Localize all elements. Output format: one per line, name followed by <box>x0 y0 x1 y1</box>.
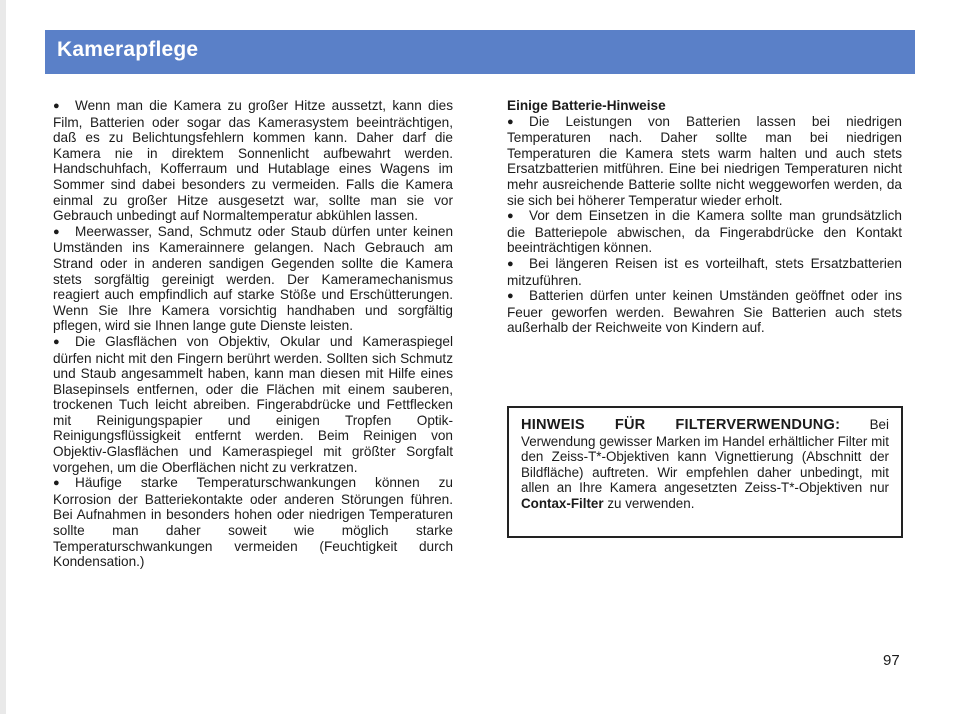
left-column <box>53 98 453 570</box>
list-item <box>53 224 453 334</box>
bullet-text: Meerwasser, Sand, Schmutz oder Staub dürfen unter keinen Umständen ins Kamerainnere gelangen. Nach Gebrauch am Strand oder in anderen sandigen Gegenden sollte die Kamera stets sorgfältig gereinigt werden. Der Kameramechanismus reagiert auch empfindlich auf starke Stöße und Erschütterungen. Wenn Sie Ihre Kamera vorsichtig handhaben und sorgfältig pflegen, wird sie Ihnen lange gute Dienste leisten. <box>53 223 453 334</box>
bullet-text: Wenn man die Kamera zu großer Hitze aussetzt, kann dies Film, Batterien oder sogar das Kamerasystem beeinträchtigen, daß es zu Belichtungsfehlern kommen kann. Daher darf die Kamera nie in direktem Sonnenlicht aufbewahrt werden. Handschuhfach, Kofferraum und Hutablage eines Wagens im Sommer sind dabei besonders zu vermeiden. Falls die Kamera einmal zu großer Hitze ausgesetzt war, sollte man sie vor Gebrauch unbedingt auf Normaltemperatur abkühlen lassen. <box>53 98 453 224</box>
page-title: Kamerapflege <box>57 38 199 61</box>
bullet-icon: ● <box>53 477 60 490</box>
list-item <box>507 256 902 288</box>
list-item <box>507 288 902 336</box>
notice-heading: HINWEIS FÜR FILTERVERWENDUNG: <box>521 417 841 433</box>
bullet-icon: ● <box>507 210 514 223</box>
battery-tips-heading: Einige Batterie-Hinweise <box>507 98 666 113</box>
bullet-icon: ● <box>53 335 60 348</box>
page-edge <box>0 0 6 714</box>
bullet-text: Häufige starke Temperaturschwankungen können zu Korrosion der Batteriekontakte oder anderen Störungen führen. Bei Aufnahmen in besonders hohen oder niedrigen Temperaturen sollte man daher soweit wie möglich starke Temperaturschwankungen vermeiden (Feuchtigkeit durch Kondensation.) <box>53 475 453 570</box>
bullet-icon: ● <box>507 115 514 128</box>
list-item <box>53 98 453 224</box>
filter-notice-box <box>507 406 903 538</box>
list-item <box>507 114 902 209</box>
section-header-bar <box>45 30 915 74</box>
bullet-icon: ● <box>507 257 514 270</box>
bullet-text: Die Leistungen von Batterien lassen bei niedrigen Temperaturen nach. Daher sollte man bei niedrigen Temperaturen die Kamera stets warm halten und auch stets Ersatzbatterien mitführen. Eine bei niedrigen Temperaturen nicht mehr ausreichende Batterie sollte nicht weggeworfen werden, da sie sich bei höherer Temperatur wieder erholt. <box>507 113 902 208</box>
bullet-icon: ● <box>53 100 60 112</box>
bullet-text: Bei längeren Reisen ist es vorteilhaft, stets Ersatzbatterien mitzuführen. <box>507 255 902 288</box>
bullet-icon: ● <box>507 290 514 303</box>
bullet-text: Batterien dürfen unter keinen Umständen geöffnet oder ins Feuer geworfen werden. Bewahren Sie Batterien auch stets außerhalb der Reichweite von Kindern auf. <box>507 288 902 336</box>
bullet-text: Die Glasflächen von Objektiv, Okular und Kameraspiegel dürfen nicht mit den Fingern berührt werden. Sollten sich Schmutz und Staub angesammelt haben, kann man diesen mit Hilfe eines Blasepinsels entfernen, oder die Flächen mit einem sauberen, trockenen Tuch leicht abreiben. Fingerabdrücke und Fettflecken mit Reinigungspapier und einigen Tropfen Optik-Reinigungsflüssigkeit entfernt werden. Beim Reinigen von Objektiv-Glasflächen und Kameraspiegel mit größter Sorgfalt vorgehen, um die Oberflächen nicht zu verkratzen. <box>53 333 453 475</box>
bullet-icon: ● <box>53 225 60 238</box>
notice-text: Bei Verwendung gewisser Marken im Handel erhältlicher Filter mit den Zeiss-T*-Objektiven kann Vignettierung (Abschnitt der Bildfläche) auftreten. Wir empfehlen daher unbedingt, mit allen an Ihre Kamera angesetzten Zeiss-T*-Objektiven nur <box>521 417 889 496</box>
notice-emphasis: Contax-Filter <box>521 495 604 511</box>
list-item <box>507 208 902 256</box>
right-column <box>507 98 902 336</box>
bullet-text: Vor dem Einsetzen in die Kamera sollte man grundsätzlich die Batteriepole abwischen, da Fingerabdrücke den Kontakt beeinträchtigen können. <box>507 208 902 256</box>
list-item <box>53 475 453 570</box>
list-item <box>53 334 453 475</box>
page-number: 97 <box>883 652 900 669</box>
notice-text-end: zu verwenden. <box>607 495 695 511</box>
